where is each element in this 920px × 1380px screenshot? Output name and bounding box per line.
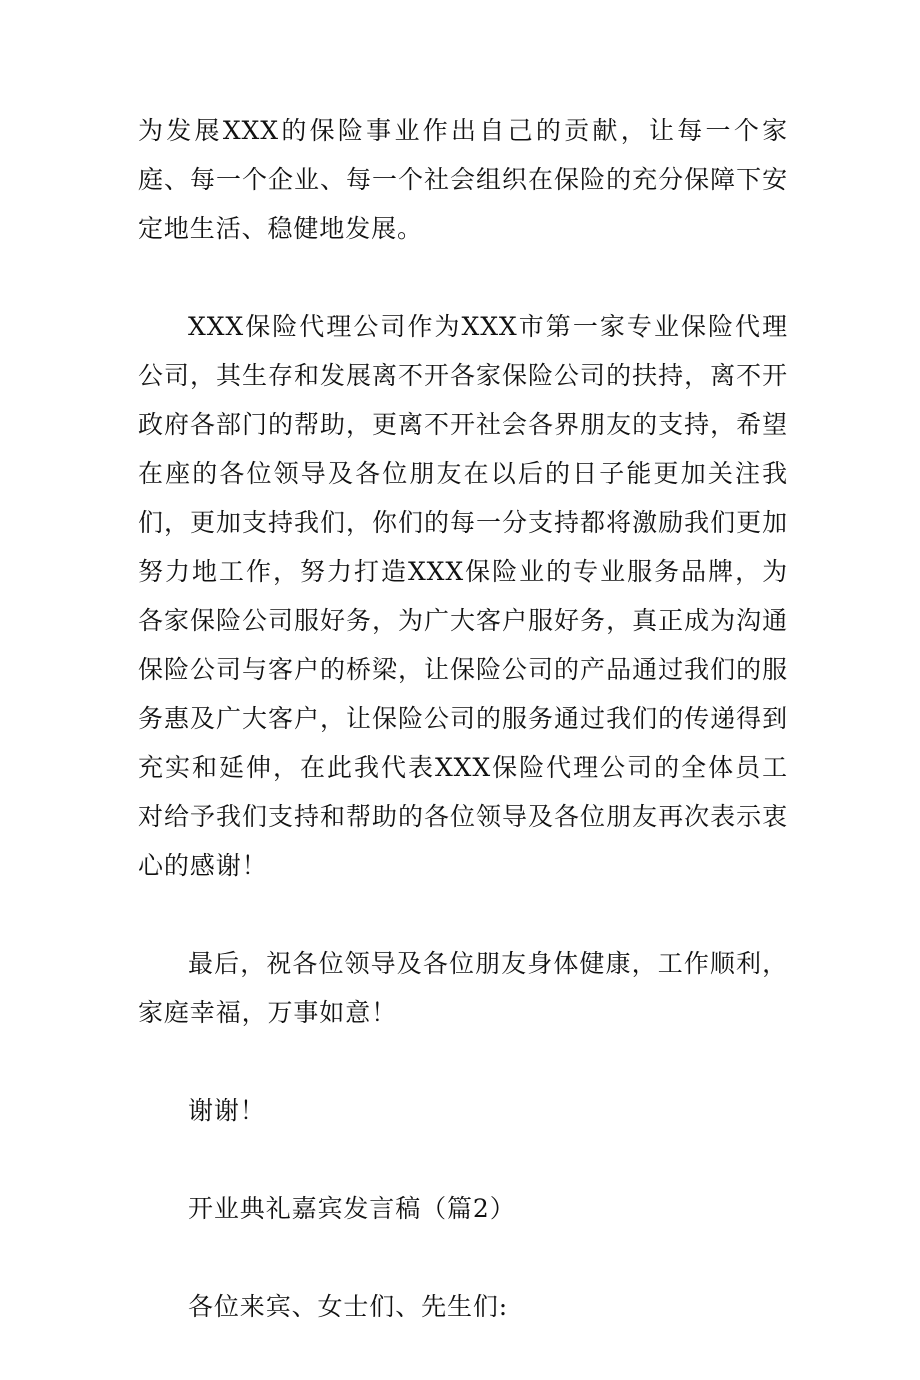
paragraph-closing-wishes: 最后，祝各位领导及各位朋友身体健康，工作顺利，家庭幸福，万事如意！ bbox=[138, 949, 788, 1027]
paragraph-continuation: 为发展XXX的保险事业作出自己的贡献，让每一个家庭、每一个企业、每一个社会组织在保险的充分保障下安定地生活、稳健地发展。 bbox=[138, 116, 788, 243]
paragraph-company-support: XXX保险代理公司作为XXX市第一家专业保险代理公司，其生存和发展离不开各家保险公司的扶持，离不开政府各部门的帮助，更离不开社会各界朋友的支持，希望在座的各位领导及各位朋友在以后的日子能更加关注我们，更加支持我们，你们的每一分支持都将激励我们更加努力地工作，努力打造XXX保险业的专业服务品牌，为各家保险公司服好务，为广大客户服好务，真正成为沟通保险公司与客户的桥梁，让保险公司的产品通过我们的服务惠及广大客户，让保险公司的服务通过我们的传递得到充实和延伸，在此我代表XXX保险代理公司的全体员工对给予我们支持和帮助的各位领导及各位朋友再次表示衷心的感谢！ bbox=[138, 312, 788, 880]
paragraph-thanks: 谢谢！ bbox=[188, 1096, 266, 1125]
section-title-speech-2: 开业典礼嘉宾发言稿（篇2） bbox=[188, 1194, 516, 1223]
paragraph-greeting: 各位来宾、女士们、先生们: bbox=[188, 1292, 509, 1321]
document-body bbox=[138, 106, 788, 1380]
